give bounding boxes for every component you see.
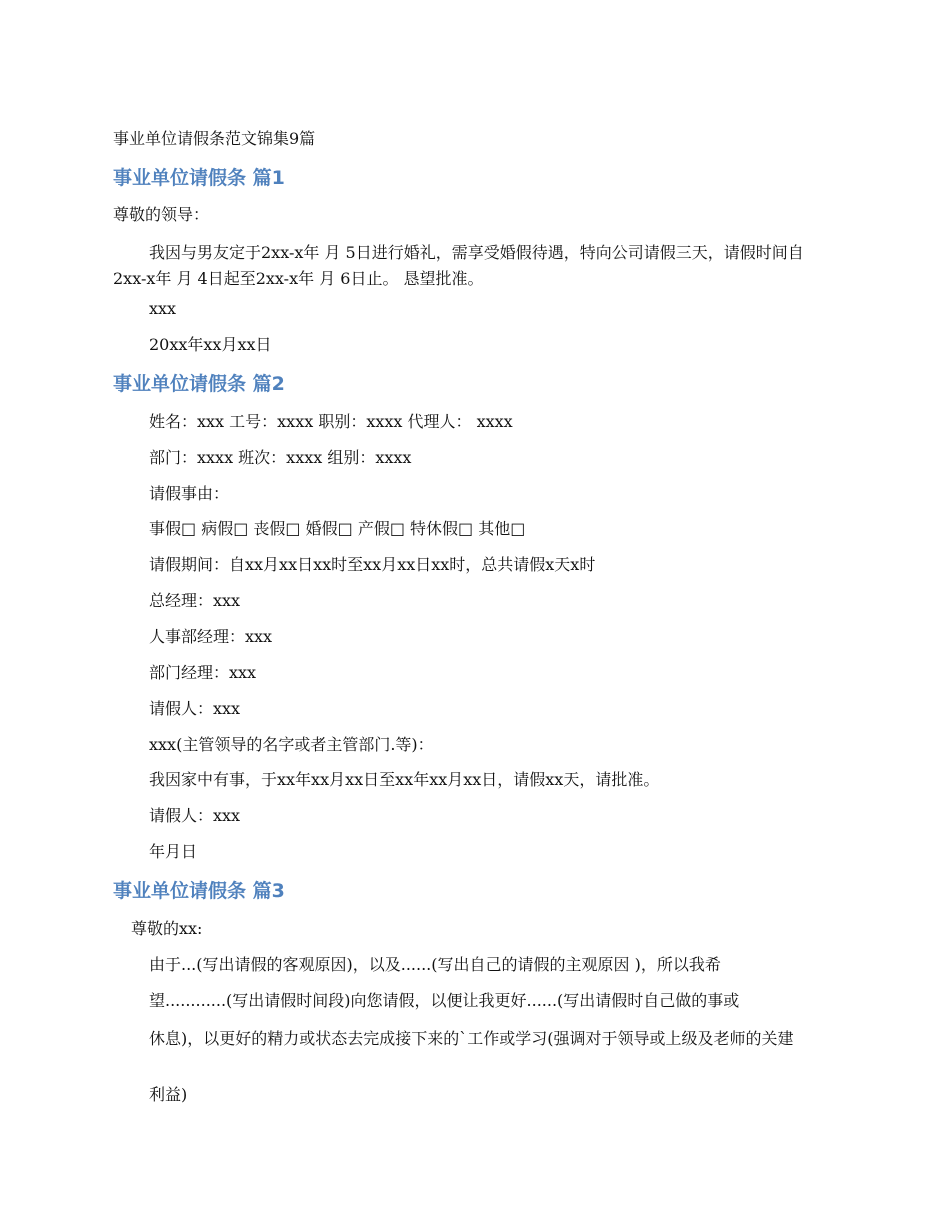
section-2-heading: 事业单位请假条 篇2 (113, 373, 285, 395)
section-1-signature: xxx (149, 299, 177, 318)
section-2-line-request: 我因家中有事，于xx年xx月xx日至xx年xx月xx日，请假xx天，请批准。 (149, 770, 660, 789)
section-2-line-applicant: 请假人：xxx (149, 699, 241, 718)
section-3-salutation: 尊敬的xx: (131, 919, 203, 938)
section-2-line-hr: 人事部经理：xxx (149, 627, 273, 646)
section-2-line-period: 请假期间：自xx月xx日xx时至xx月xx日xx时，总共请假x天x时 (149, 555, 596, 574)
section-1-date: 20xx年xx月xx日 (149, 335, 272, 354)
section-2-line-leave-types: 事假□ 病假□ 丧假□ 婚假□ 产假□ 特休假□ 其他□ (149, 519, 526, 538)
section-1-body: 我因与男友定于2xx-x年 月 5日进行婚礼，需享受婚假待遇，特向公司请假三天，请假时间自2xx-x年 月 4日起至2xx-x年 月 6日止。 恳望批准。 (113, 243, 804, 288)
document-title: 事业单位请假条范文锦集9篇 (113, 129, 316, 148)
section-2-line-applicant-2: 请假人：xxx (149, 806, 241, 825)
section-3-line-2: 望............(写出请假时间段)向您请假，以便让我更好......(写出请假时自己做的事或 (149, 991, 740, 1010)
section-1-salutation: 尊敬的领导： (113, 205, 210, 224)
section-1-heading: 事业单位请假条 篇1 (113, 167, 285, 189)
section-2-line-dept-mgr: 部门经理：xxx (149, 663, 257, 682)
section-3-line-4: 利益) (149, 1085, 188, 1104)
section-3-line-1: 由于...(写出请假的客观原因)，以及......(写出自己的请假的主观原因 )，所以我希 (149, 955, 721, 974)
section-2-line-dept: 部门：xxxx 班次：xxxx 组别：xxxx (149, 448, 412, 467)
section-2-line-addressee: xxx(主管领导的名字或者主管部门.等)： (149, 735, 434, 754)
section-2-line-date: 年月日 (149, 842, 198, 861)
section-3-line-3: 休息)，以更好的精力或状态去完成接下来的`工作或学习(强调对于领导或上级及老师的关建 (149, 1029, 794, 1048)
section-2-line-reason-label: 请假事由： (149, 484, 230, 503)
section-2-line-gm: 总经理：xxx (149, 591, 241, 610)
section-2-line-name: 姓名：xxx 工号：xxxx 职别：xxxx 代理人： xxxx (149, 412, 513, 431)
section-3-heading: 事业单位请假条 篇3 (113, 880, 285, 902)
